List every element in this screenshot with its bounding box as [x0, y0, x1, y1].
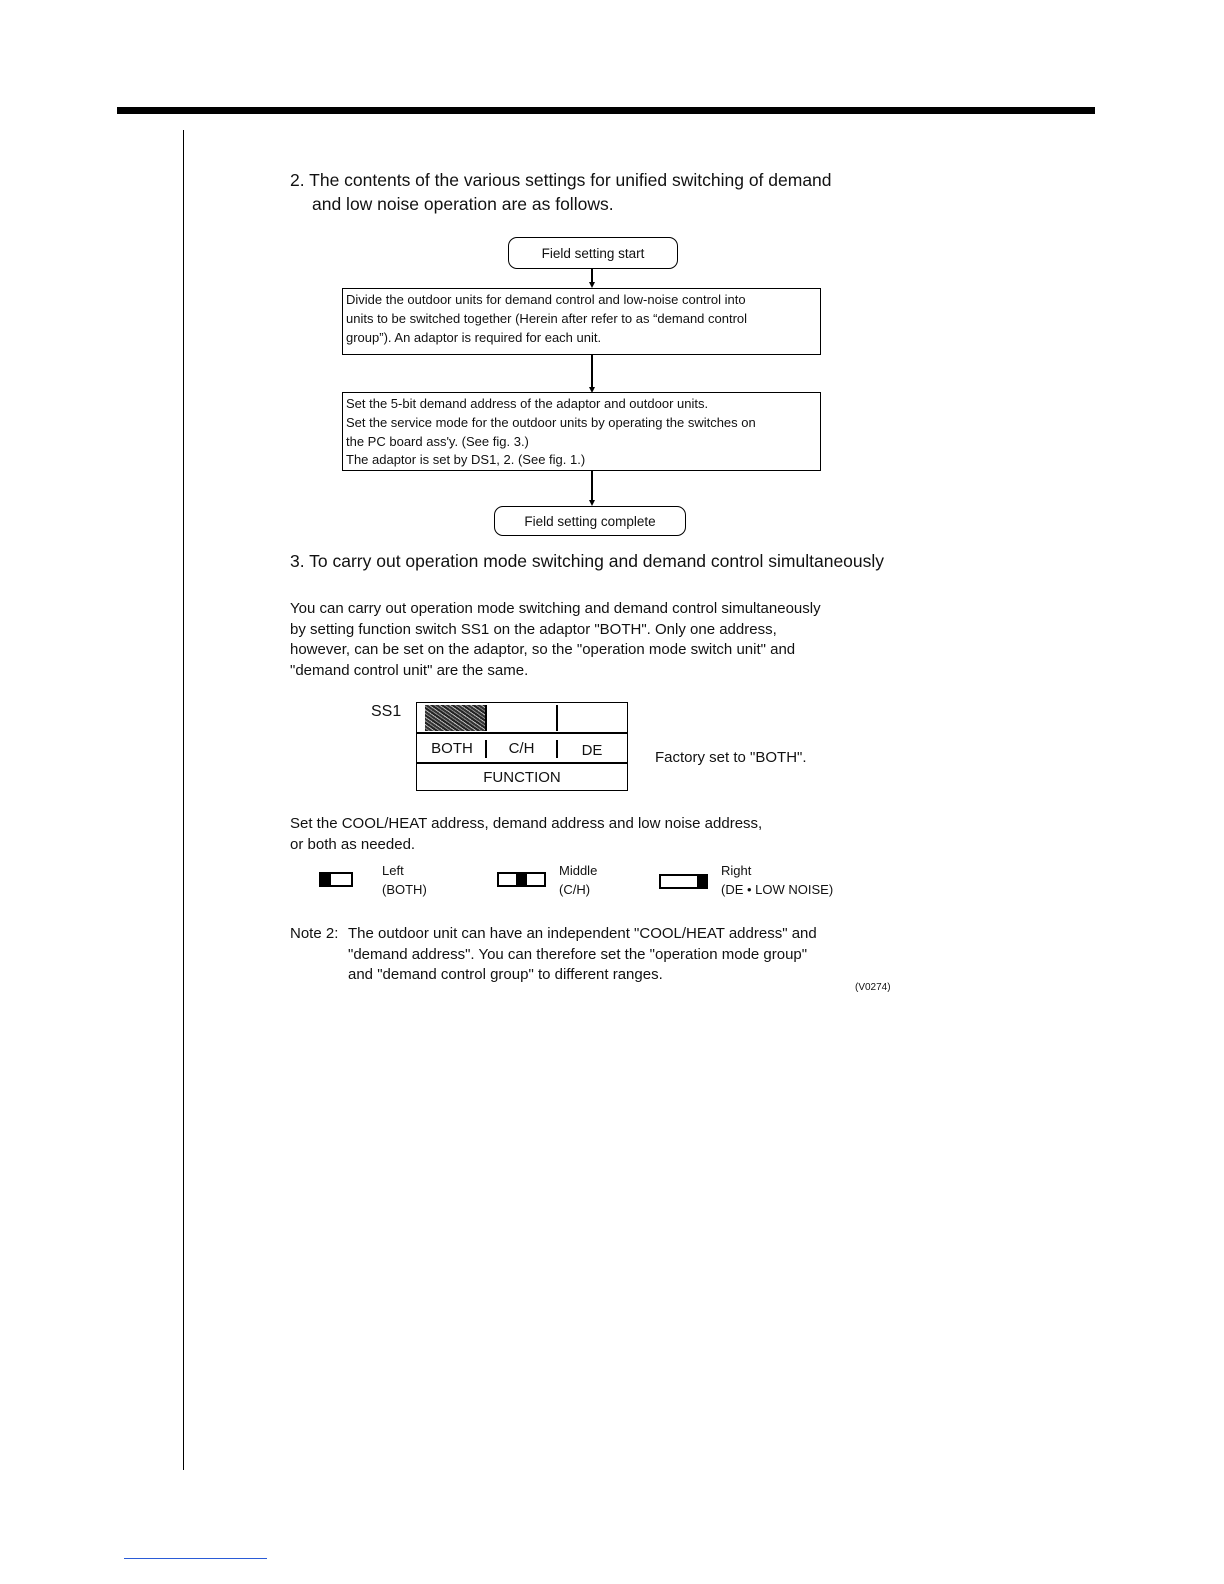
set-address-line-2: or both as needed.	[290, 835, 416, 853]
ss1-function-label: FUNCTION	[483, 768, 561, 786]
ss1-option-ch: C/H	[508, 739, 535, 757]
ss1-divider-top-2	[556, 705, 558, 731]
flow-step-2-line-3: the PC board ass'y. (See fig. 3.)	[346, 433, 529, 449]
left-margin-rule	[183, 130, 184, 1470]
flow-step-2-line-2: Set the service mode for the outdoor units by operating the switches on	[346, 414, 756, 430]
flow-step-2-box	[342, 392, 821, 471]
note-2-prefix: Note 2:	[290, 925, 339, 942]
position-left-label	[382, 861, 427, 899]
factory-set-note: Factory set to "BOTH".	[655, 749, 807, 766]
paragraph-line-2: by setting function switch SS1 on the adaptor "BOTH". Only one address,	[290, 620, 777, 638]
flow-step-1-line-2: units to be switched together (Herein after refer to as “demand control	[346, 310, 748, 326]
flow-start-label: Field setting start	[541, 245, 645, 261]
flow-connector-2	[591, 355, 593, 388]
dip-knob-right	[697, 875, 708, 888]
dip-switch-right-icon	[659, 874, 708, 889]
position-middle-label	[559, 861, 597, 899]
ss1-option-both: BOTH	[431, 739, 473, 757]
set-address-text	[290, 814, 762, 855]
top-rule	[117, 107, 1095, 114]
paragraph-line-1: You can carry out operation mode switching and demand control simultaneously	[290, 600, 821, 617]
ss1-label: SS1	[371, 703, 402, 720]
ss1-divider-top-1	[485, 705, 487, 731]
figure-code: (V0274)	[855, 982, 891, 993]
flow-step-2-line-1: Set the 5-bit demand address of the adaptor and outdoor units.	[346, 396, 709, 411]
section-2-line-1: 2. The contents of the various settings for unified switching of demand	[290, 170, 832, 190]
note-2-line-2: "demand address". You can therefore set the "operation mode group"	[348, 945, 808, 963]
position-right-desc: (DE • LOW NOISE)	[721, 882, 834, 897]
position-right-label	[721, 861, 833, 899]
dip-knob-middle	[516, 873, 527, 886]
note-2-line-1: The outdoor unit can have an independent "COOL/HEAT address" and	[348, 925, 817, 942]
flow-connector-1	[591, 268, 593, 282]
section-3-heading: 3. To carry out operation mode switching and demand control simultaneously	[290, 551, 885, 571]
position-middle-name: Middle	[559, 863, 598, 878]
position-middle-desc: (C/H)	[559, 882, 591, 897]
dip-switch-left-icon	[319, 872, 353, 887]
flow-step-2-line-4: The adaptor is set by DS1, 2. (See fig. 1.)	[346, 452, 586, 468]
note-2-line-3: and "demand control group" to different ranges.	[348, 966, 663, 983]
dip-knob-left	[320, 873, 331, 886]
note-2-body	[348, 924, 817, 986]
flow-end-label: Field setting complete	[524, 513, 656, 529]
ss1-switch-table	[416, 702, 628, 791]
position-left-desc: (BOTH)	[382, 882, 427, 897]
flow-step-1-line-3: group”). An adaptor is required for each unit.	[346, 329, 602, 345]
section-3-paragraph	[290, 599, 821, 681]
flow-start-terminal	[508, 237, 678, 269]
flow-step-1-box	[342, 288, 821, 355]
flow-end-terminal	[494, 506, 686, 536]
flow-step-1-line-1: Divide the outdoor units for demand control and low-noise control into	[346, 292, 746, 307]
flow-connector-3	[591, 471, 593, 501]
set-address-line-1: Set the COOL/HEAT address, demand address and low noise address,	[290, 815, 763, 832]
paragraph-line-3: however, can be set on the adaptor, so the "operation mode switch unit" and	[290, 641, 796, 658]
position-right-name: Right	[721, 863, 752, 878]
dip-switch-middle-icon	[497, 872, 546, 887]
ss1-switch-lever	[425, 705, 485, 731]
paragraph-line-4: "demand control unit" are the same.	[290, 661, 529, 679]
section-2-line-2: and low noise operation are as follows.	[312, 194, 614, 214]
ss1-option-de: DE	[581, 741, 603, 759]
position-left-name: Left	[382, 863, 404, 878]
bottom-link-rule	[124, 1558, 267, 1559]
